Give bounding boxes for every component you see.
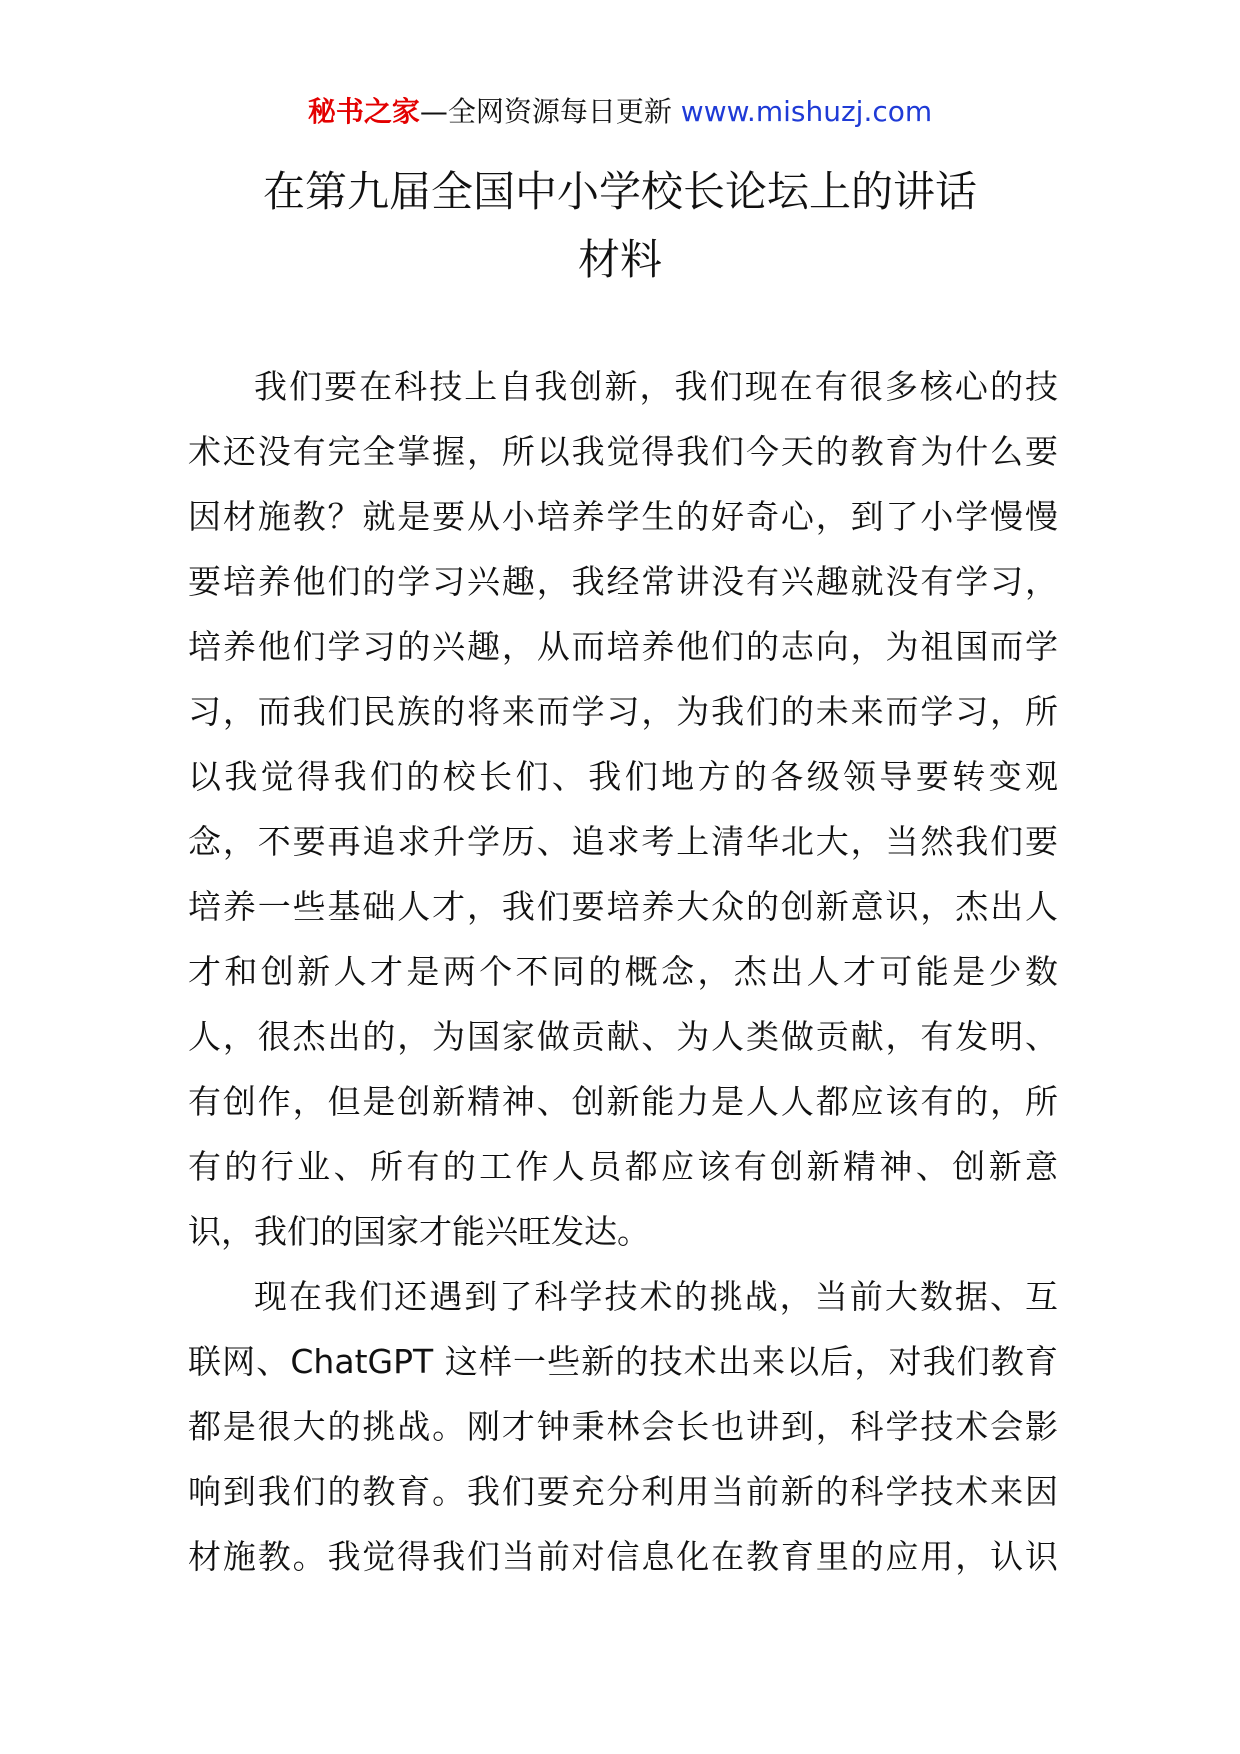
site-url[interactable]: www.mishuzj.com: [680, 95, 933, 128]
text-line: 都是很大的挑战。刚才钟秉林会长也讲到，科学技术会影: [188, 1407, 1058, 1446]
text-line: 因材施教？就是要从小培养学生的好奇心，到了小学慢慢: [188, 497, 1058, 536]
text-line: 现在我们还遇到了科学技术的挑战，当前大数据、互: [254, 1277, 1058, 1316]
text-line: 我们要在科技上自我创新，我们现在有很多核心的技: [254, 367, 1058, 406]
text-line: 材施教。我觉得我们当前对信息化在教育里的应用，认识: [188, 1537, 1058, 1576]
text-line: 有创作，但是创新精神、创新能力是人人都应该有的，所: [188, 1082, 1058, 1121]
document-title: [120, 158, 1120, 294]
title-line: 材料: [577, 235, 662, 284]
text-line: 以我觉得我们的校长们、我们地方的各级领导要转变观: [188, 757, 1058, 796]
text-line: 培养一些基础人才，我们要培养大众的创新意识，杰出人: [188, 887, 1058, 926]
title-line: 在第九届全国中小学校长论坛上的讲话: [262, 167, 977, 216]
text-line: 识，我们的国家才能兴旺发达。: [188, 1212, 650, 1251]
text-line: 要培养他们的学习兴趣，我经常讲没有兴趣就没有学习，: [188, 562, 1058, 601]
text-line: 人，很杰出的，为国家做贡献、为人类做贡献，有发明、: [188, 1017, 1058, 1056]
text-line: 才和创新人才是两个不同的概念，杰出人才可能是少数: [188, 952, 1058, 991]
paragraph: [188, 354, 1058, 1264]
document-body: [188, 354, 1058, 1589]
text-line: 习，而我们民族的将来而学习，为我们的未来而学习，所: [188, 692, 1058, 731]
text-line: 联网、ChatGPT 这样一些新的技术出来以后，对我们教育: [188, 1342, 1058, 1381]
site-tagline: —全网资源每日更新: [419, 95, 672, 128]
text-line: 有的行业、所有的工作人员都应该有创新精神、创新意: [188, 1147, 1058, 1186]
text-line: 响到我们的教育。我们要充分利用当前新的科学技术来因: [188, 1472, 1058, 1511]
site-brand: 秘书之家: [307, 95, 420, 128]
text-line: 培养他们学习的兴趣，从而培养他们的志向，为祖国而学: [188, 627, 1058, 666]
paragraph: [188, 1264, 1058, 1589]
text-line: 念，不要再追求升学历、追求考上清华北大，当然我们要: [188, 822, 1058, 861]
site-header: [0, 92, 1240, 132]
text-line: 术还没有完全掌握，所以我觉得我们今天的教育为什么要: [188, 432, 1058, 471]
